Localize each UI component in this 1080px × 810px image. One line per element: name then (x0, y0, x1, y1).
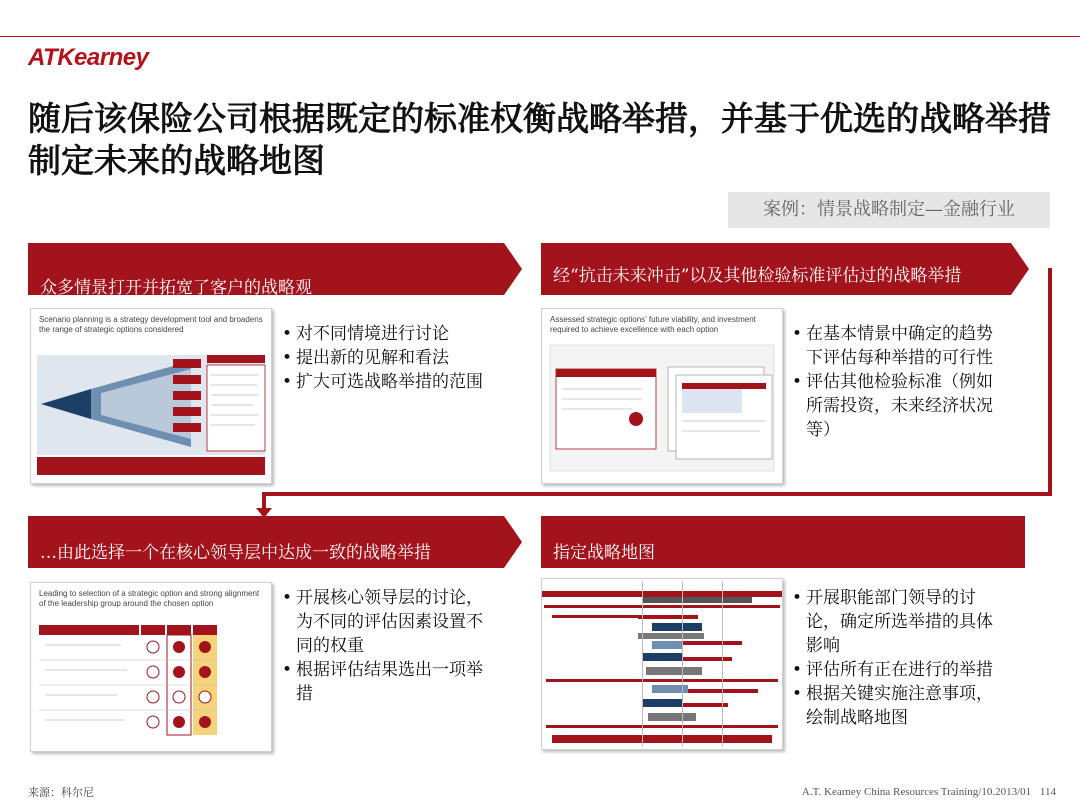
footer-citation-text: A.T. Kearney China Resources Training/10.2013/01 (801, 786, 1032, 798)
panel-3-thumbnail (30, 582, 272, 752)
panel-1-arrow-icon (504, 243, 522, 295)
atkearney-logo: ATKearney (28, 44, 149, 71)
panel-1-thumbnail-title: Scenario planning is a strategy development tool and broadens the range of strategic options considered (39, 315, 263, 334)
panel-3-bullet: • 根据评估结果选出一项举措 (282, 658, 496, 706)
panel-4-thumbnail (541, 578, 783, 750)
panel-4-bullet: • 开展职能部门领导的讨论，确定所选举措的具体影响 (792, 586, 1002, 658)
panel-3-bullet: • 开展核心领导层的讨论，为不同的评估因素设置不同的权重 (282, 586, 496, 658)
panel-4-banner-text: 指定战略地图 (553, 543, 655, 563)
panel-3-banner (28, 516, 504, 568)
panel-3-thumbnail-title: Leading to selection of a strategic option and strong alignment of the leadership group around the chosen option (39, 589, 260, 608)
flow-connector-bottom (262, 492, 1052, 496)
assessment-sheets-icon (542, 309, 782, 483)
panel-2-bullet: • 评估其他检验标准（例如所需投资，未来经济状况等） (792, 370, 1002, 442)
roadmap-gantt-icon (542, 579, 782, 749)
page-number: 114 (1039, 786, 1056, 798)
panel-2-banner (541, 243, 1011, 295)
panel-1-thumbnail (30, 308, 272, 484)
panel-1-bullet: • 提出新的见解和看法 (282, 346, 502, 370)
panel-1-banner-text: 众多情景打开并拓宽了客户的战略观 (40, 278, 312, 295)
panel-2-bullet: • 在基本情景中确定的趋势下评估每种举措的可行性 (792, 322, 1002, 370)
panel-2-arrow-icon (1011, 243, 1029, 295)
panel-1-bullets (282, 322, 502, 394)
panel-3-banner-text: …由此选择一个在核心领导层中达成一致的战略举措 (40, 543, 431, 563)
panel-4-bullets (792, 586, 1002, 730)
panel-4-bullet: • 根据关键实施注意事项，绘制战略地图 (792, 682, 1002, 730)
flow-connector-right (1048, 268, 1052, 494)
funnel-diagram-icon (31, 309, 271, 483)
panel-4-banner (541, 516, 1025, 568)
case-tag: 案例：情景战略制定—金融行业 (728, 192, 1050, 228)
page-title: 随后该保险公司根据既定的标准权衡战略举措，并基于优选的战略举措制定未来的战略地图 (28, 99, 1051, 180)
evaluation-matrix-icon (31, 583, 271, 751)
panel-2-thumbnail (541, 308, 783, 484)
panel-2-bullets (792, 322, 1002, 442)
panel-4-bullet: • 评估所有正在进行的举措 (792, 658, 1002, 682)
panel-2-thumbnail-title: Assessed strategic options’ future viability, and investment required to achieve excellence with each option (550, 315, 756, 334)
panel-1-banner (28, 243, 504, 295)
panel-1-bullet: • 扩大可选战略举措的范围 (282, 370, 502, 394)
panel-3-bullets (282, 586, 496, 706)
source-note: 来源：科尔尼 (28, 786, 94, 799)
top-rule (0, 36, 1080, 37)
panel-1-bullet: • 对不同情境进行讨论 (282, 322, 502, 346)
panel-2-banner-text: 经“抗击未来冲击”以及其他检验标准评估过的战略举措 (553, 266, 962, 286)
panel-3-arrow-icon (504, 516, 522, 568)
footer-citation (802, 786, 1056, 798)
